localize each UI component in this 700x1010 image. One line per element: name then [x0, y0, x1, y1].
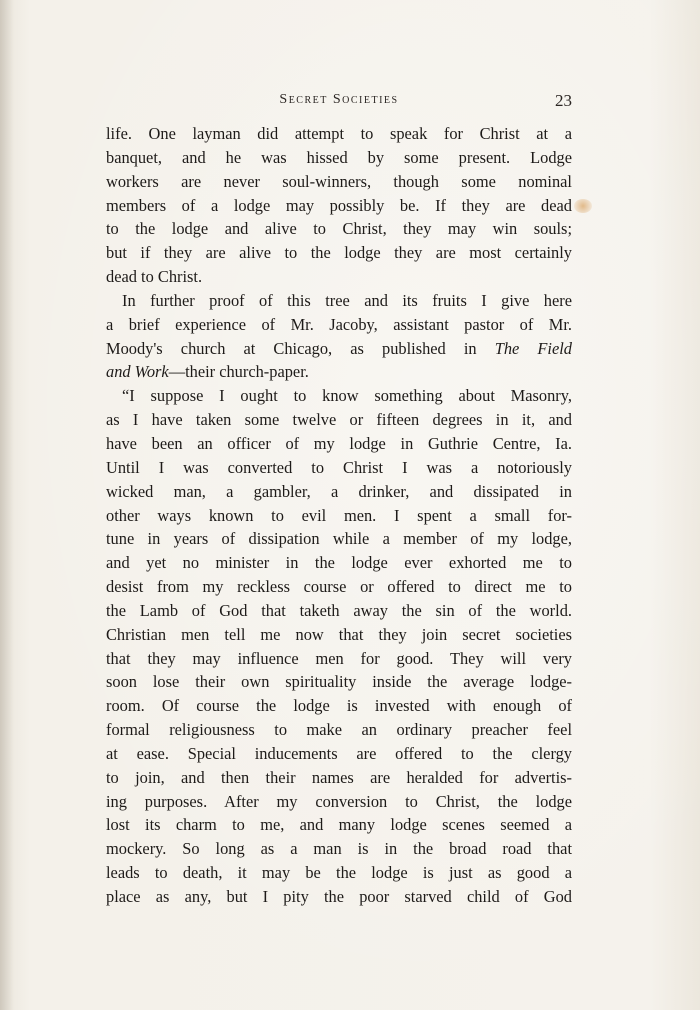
- text-line: dead to Christ.: [106, 267, 203, 287]
- text-line: ing purposes. After my conversion to Christ, the lodge: [106, 791, 572, 811]
- text-line: to the lodge and alive to Christ, they may win souls;: [106, 219, 572, 239]
- text-line: desist from my reckless course or offered to direct me to: [106, 577, 572, 597]
- page-header: [106, 92, 572, 114]
- text-line: tune in years of dissipation while a member of my lodge,: [106, 529, 572, 549]
- text-line: the Lamb of God that taketh away the sin of the world.: [106, 600, 572, 620]
- text-line: wicked man, a gambler, a drinker, and dissipated in: [106, 481, 572, 501]
- text-line: place as any, but I pity the poor starved child of God: [106, 887, 572, 906]
- text-line: at ease. Special inducements are offered to the clergy: [106, 743, 572, 763]
- text-line: [106, 337, 572, 361]
- gutter-shadow: [0, 0, 14, 1010]
- text-run: Moody's church at Chicago, as published in: [106, 338, 477, 358]
- text-line: Christian men tell me now that they join secret societies: [106, 624, 572, 644]
- text-line: banquet, and he was hissed by some present. Lodge: [106, 147, 572, 167]
- text-line: but if they are alive to the lodge they are most certainly: [106, 243, 572, 263]
- text-line: a brief experience of Mr. Jacoby, assistant pastor of Mr.: [106, 314, 572, 334]
- publication-title-part: and Work: [106, 362, 169, 382]
- text-line: Until I was converted to Christ I was a notoriously: [106, 457, 572, 477]
- body-text: [106, 122, 572, 909]
- paper-stain: [574, 199, 592, 213]
- page-number: 23: [555, 91, 572, 110]
- publication-title-part: The Field: [494, 338, 572, 358]
- text-line: life. One layman did attempt to speak for Christ at a: [106, 124, 572, 143]
- text-line: lost its charm to me, and many lodge scenes seemed a: [106, 815, 572, 835]
- text-line: In further proof of this tree and its fruits I give here: [122, 290, 572, 310]
- text-line: [106, 360, 572, 384]
- text-run: —their church-paper.: [168, 362, 309, 382]
- text-line: room. Of course the lodge is invested with enough of: [106, 696, 572, 716]
- text-line: and yet no minister in the lodge ever exhorted me to: [106, 553, 572, 573]
- text-line: soon lose their own spirituality inside the average lodge-: [106, 672, 572, 692]
- text-line: have been an officer of my lodge in Guthrie Centre, Ia.: [106, 433, 572, 453]
- text-line: other ways known to evil men. I spent a small for-: [106, 505, 572, 525]
- text-line: leads to death, it may be the lodge is just as good a: [106, 863, 572, 883]
- text-line: as I have taken some twelve or fifteen degrees in it, and: [106, 410, 572, 430]
- text-line: mockery. So long as a man is in the broad road that: [106, 839, 572, 859]
- text-line: workers are never soul-winners, though some nominal: [106, 171, 572, 191]
- running-title: Secret Societies: [279, 92, 399, 107]
- text-line: to join, and then their names are heralded for advertis-: [106, 767, 572, 787]
- text-line: “I suppose I ought to know something about Masonry,: [122, 386, 572, 406]
- text-line: that they may influence men for good. They will very: [106, 648, 572, 668]
- text-line: formal religiousness to make an ordinary preacher feel: [106, 720, 572, 740]
- text-line: members of a lodge may possibly be. If they are dead: [106, 195, 572, 215]
